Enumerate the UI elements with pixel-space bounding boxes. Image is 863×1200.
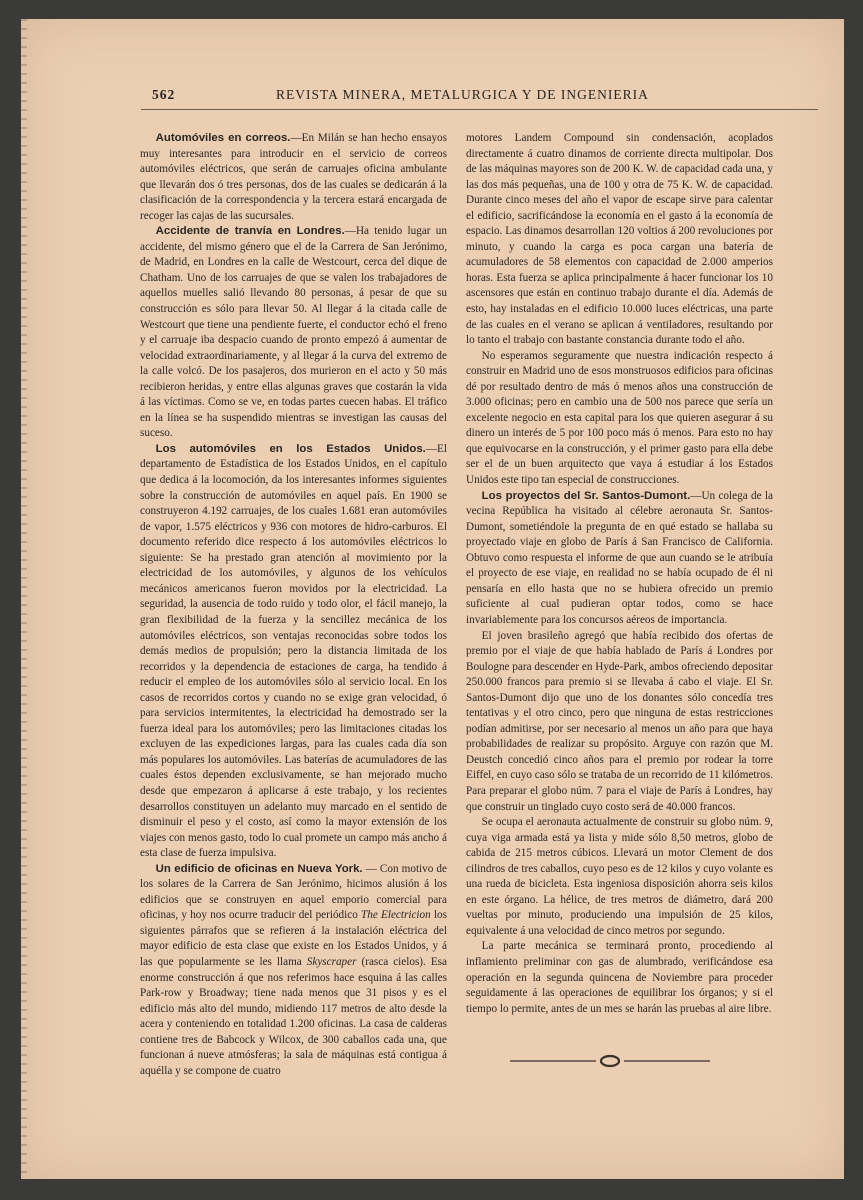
article-santos-dumont <box>466 489 773 629</box>
page-number: 562 <box>152 87 176 102</box>
article-heading: Automóviles en correos. <box>155 132 291 144</box>
article-continuation: motores Landem Compound sin condensación, acoplados directamente á cuatro dinamos de corriente directa multipolar. Dos de las máquinas mayores son de 200 K. W. de capacidad cada una, y las dos más pequeñas, una de 100 y otra de 75 K. W. de capacidad. Durante cinco meses del año el vapor de escape sirve para calentar el edificio, sacrificándose la economía en el gasto á la economía de espacio. Las dinamos desarrollan 120 voltios á 200 revoluciones por minuto, y cuando la carga es poca cargan una batería de acumuladores de 58 elementos con capacidad de 2.000 amperios horas. Esta fuerza se aplica principalmente á hacer funcionar los 10 ascensores que están en continuo trabajo durante el día. Además de esto, hay instaladas en el edificio 10.000 luces eléctricas, una parte de las cuales en el verano se aplican á ventiladores, resultando por lo tanto el trabajo con bastante constancia durante todo el año. <box>466 132 773 347</box>
paragraph: La parte mecánica se terminará pronto, procediendo al inflamiento preliminar con gas de alumbrado, verificándose esa operación en la segunda quincena de Noviembre para proceder seguidamente á las operaciones de equilibrar los órganos; y si el tiempo lo permite, antes de un mes se harán las pruebas al aire libre. <box>466 940 773 1015</box>
article-heading: Los automóviles en los Estados Unidos. <box>155 442 426 455</box>
article-heading: Los proyectos del Sr. Santos-Dumont. <box>481 489 691 502</box>
article-heading: Accidente de tranvía en Londres. <box>155 225 345 238</box>
article-body: — Con motivo de los solares de la Carrera de San Jerónimo, hicimos alusión á los edificios que se construyen en aquel emporio comercial para oficinas, y hoy nos ocurre traducir del periódico <box>140 862 447 922</box>
article-body: —El departamento de Estadística de los Estados Unidos, en el capítulo que dedica á la locomoción, da los interesantes informes siguientes sobre la construcción de automóviles en aquel país. En 1900 se construyeron 4.192 carruajes, de los cuales 1.681 eran automóviles de vapor, 1.575 eléctricos y 936 con motores de hidro-carburos. El documento referido dice respecto á los automóviles eléctricos lo siguiente: Se ha prestado gran atención al movimiento por la electricidad de los automóviles, y algunos de los vehículos mecánicos americanos fueron movidos por la electricidad. La seguridad, la ausencia de todo ruido y todo olor, el fácil manejo, la gran flexibilidad de la fuerza y la sencillez mecánica de los automóviles eléctricos, son ventajas reconocidas sobre todos los demás medios de propulsión; pero la distancia limitada de los recorridos y la dependencia de estaciones de carga, ha tendido á reducir el empleo de los automóviles sólo al servicio local. En los casos de recorridos cortos y cuando no se exige gran velocidad, ó para servicios intermitentes, la electricidad ha demostrado ser la fuerza ideal para los automóviles; pero las limitaciones citadas los excluyen de las expediciones largas, para las cuales cada día son más populares los automóviles. Las baterías de acumuladores de las cuales éstos dependen exclusivamente, se han mejorado mucho desde que empezaron á aplicarse á este trabajo, y los recientes desarrollos constituyen un adelanto muy marcado en el sentido de disminuir el peso y el costo, así como la mayor extensión de los viajes con menos gasto, todo lo cual promete un campo más ancho á esta clase de fuerza impulsiva. <box>140 442 447 860</box>
header-rule <box>141 109 818 110</box>
end-ornament <box>510 1054 710 1068</box>
article-edificio-oficinas <box>140 862 447 1080</box>
paragraph: Se ocupa el aeronauta actualmente de construir su globo núm. 9, cuya viga armada está ya lista y mide sólo 8,50 metros, globo de cabida de 215 metros cúbicos. Llevará un motor Clement de dos cilindros de tres caballos, cuyo peso es de 12 kilos y cuyo volante es una rueda de bicicleta. Esta ingeniosa disposición ahorra seis kilos en este órgano. La hélice, de tres metros de diámetro, dará 200 vueltas por minuto, produciendo una impulsión de 25 kilos, equivalente á una velocidad de cinco metros por segundo. <box>466 816 773 937</box>
journal-title: REVISTA MINERA, METALURGICA Y DE INGENIERIA <box>276 87 649 102</box>
article-automoviles-correos <box>140 131 447 224</box>
article-accidente-tranvia <box>140 224 447 442</box>
left-column <box>140 131 447 1079</box>
paragraph: El joven brasileño agregó que había recibido dos ofertas de premio por el viaje de que había hablado de París á Londres por Boulogne para descender en Hyde-Park, ambos ofreciendo depositar 250.000 francos para premio si se llevaba á cabo el viaje. El Sr. Santos-Dumont dijo que uno de los donantes sólo concedía tres tentativas y el otro cinco, pero que ninguna de estas restricciones podían admitirse, por ser necesario al menos un año para que haya probabilidades de realizar su propósito. Arguye con razón que M. Deustch concedió cinco años para el premio por rodear la torre Eiffel, en cuyo caso sólo se trataba de un recorrido de 11 kilómetros. Para preparar el globo núm. 7 para el viaje de París á Londres, hay que construir un tinglado cuyo costo será de 40.000 francos. <box>466 629 773 813</box>
article-body: (rasca cielos). Esa enorme construcción á que nos referimos hace esquina á las calles Park-row y Broadway; tiene nada menos que 31 pisos y es el edificio más alto del mundo, midiendo 117 metros de alto desde la acera y conteniendo en totalidad 1.200 oficinas. La casa de calderas contiene tres de Babcock y Wilcox, de 300 caballos cada una, que funcionan á nueve atmósferas; la sala de máquinas está contigua á aquélla y se compone de cuatro <box>140 955 447 1077</box>
right-column <box>466 131 773 1017</box>
term-skyscraper: Skyscraper <box>306 955 357 968</box>
binding-edge <box>21 19 27 1179</box>
periodical-name: The Electricion <box>361 909 431 922</box>
article-body: —En Milán se han hecho ensayos muy interesantes para introducir en el servicio de correos automóviles eléctricos, que serán de carruajes oficina ambulante que llevarán dos ó tres personas, dos de las cuales se dedicarán á la clasificación de la correspondencia y la tercera estará encargada de recoger las cajas de las sucursales. <box>140 132 447 222</box>
article-automoviles-eeuu <box>140 442 447 862</box>
article-heading: Un edificio de oficinas en Nueva York. <box>155 862 363 875</box>
article-body: los siguientes párrafos que se refieren á la instalación eléctrica del mayor edificio de esta clase que existe en los Estados Unidos, y á las que popularmente se les llama <box>140 909 447 968</box>
article-body: —Un colega de la vecina República ha visitado al célebre aeronauta Sr. Santos-Dumont, sometiéndole la pregunta de en qué estado se hallaba su proyectado viaje en globo de París á San Francisco de California. Obtuvo como respuesta el informe de que aun cuando se le atribuía el proyecto de ese viaje, en realidad no se había ocupado de él ni pensaría en ello hasta que no se hubiera ofrecido un premio suficiente al cual pudieran optar todos, como se hace invariablemente para los concursos aéreos de importancia. <box>466 489 774 626</box>
running-header <box>128 87 848 109</box>
article-body: —Ha tenido lugar un accidente, del mismo género que el de la Carrera de San Jerónimo, de Madrid, en Londres en la calle de Westcourt, cerca del dique de Chatham. Uno de los carruajes de que se valen los trabajadores de aquellos muelles salió llevando 80 personas, á pesar de que su construcción es sólo para llevar 50. Al llegar á la citada calle de Westcourt que tiene una pendiente fuerte, el conductor echó el freno y el carruaje iba despacio cuando de pronto empezó á aumentar de velocidad extraordinariamente, y al llegar á la curva del extremo de la calle volcó. De los pasajeros, dos murieron en el acto y 50 más recibieron heridas, y entre ellas algunas graves que costarán la vida á las víctimas. Como se ve, en todas partes cuecen habas. El tráfico en la línea se ha suspendido mientras se investigan las causas del suceso. <box>140 225 447 440</box>
paragraph: No esperamos seguramente que nuestra indicación respecto á construir en Madrid uno de esos monstruosos edificios para oficinas dé por resultado dentro de más ó menos años una construcción de 3.000 oficinas; pero en cambio una de 500 nos parece que sería un excelente negocio en esta capital para los que quieren asegurar á su dinero un interés de 5 por 100 poco más ó menos. Para esto no hay que equivocarse en la construcción, y el primer gasto para ella debe ser el de un buen arquitecto que vaya á estudiar á los Estados Unidos este tipo tan especial de construcciones. <box>466 349 773 487</box>
